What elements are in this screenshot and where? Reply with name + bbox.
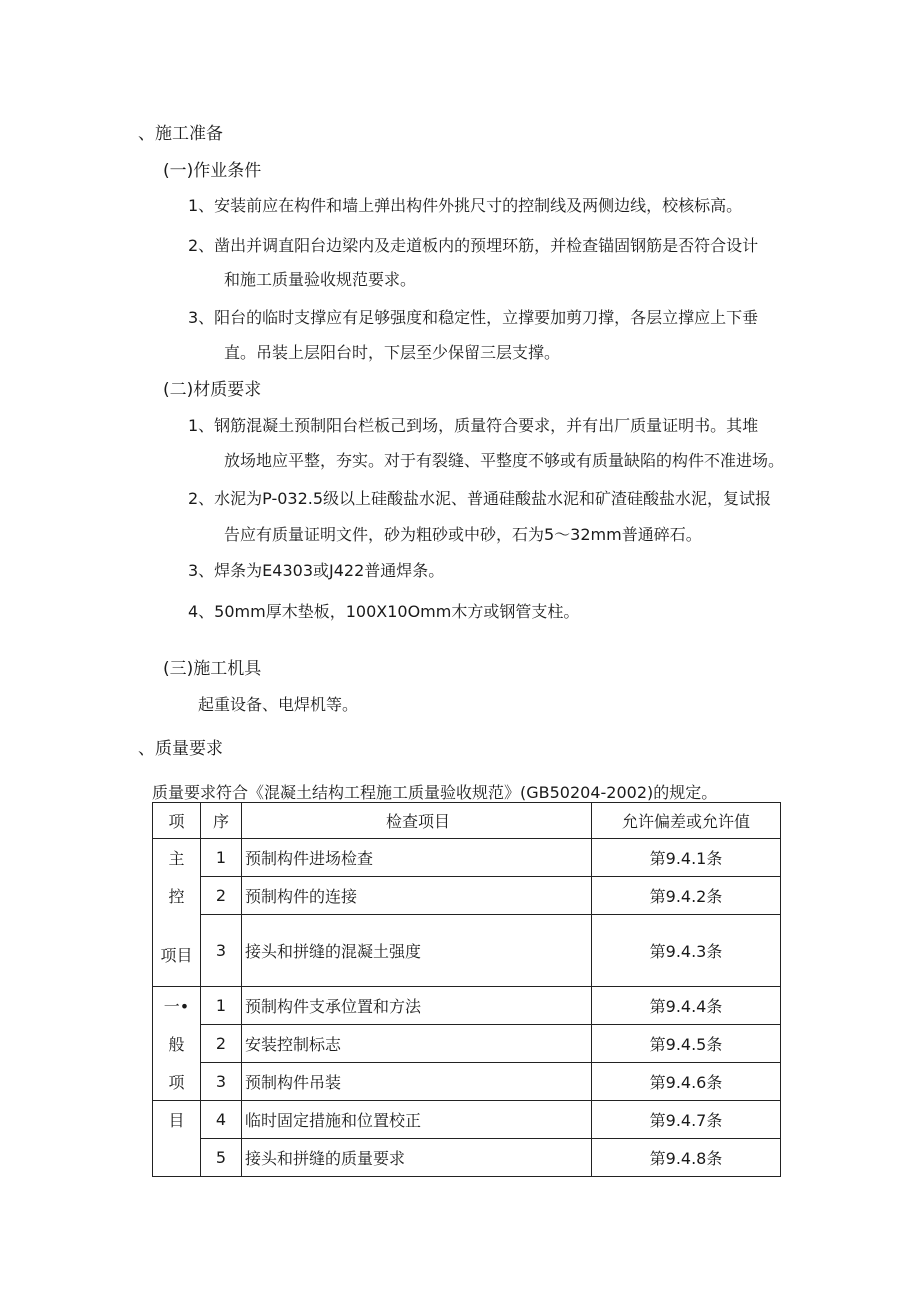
row-no: 3 (201, 915, 242, 987)
row-item: 预制构件进场检查 (242, 839, 592, 877)
row-value: 第9.4.5条 (592, 1025, 781, 1063)
row-value: 第9.4.1条 (592, 839, 781, 877)
table-row (153, 1139, 781, 1177)
row-item: 安装控制标志 (242, 1025, 592, 1063)
group-general-char: 一• (153, 987, 201, 1025)
table-row (153, 839, 781, 877)
paragraph-line: 1、钢筋混凝土预制阳台栏板己到场，质量符合要求，并有出厂质量证明书。其堆 (188, 416, 759, 435)
group-general-char: 目 (153, 1101, 201, 1139)
row-no: 1 (201, 839, 242, 877)
group-main-char: 项目 (153, 915, 201, 987)
header-seq: 序 (201, 803, 242, 839)
header-check-item: 检查项目 (242, 803, 592, 839)
paragraph-line: 告应有质量证明文件，砂为粗砂或中砂，石为5～32mm普通碎石。 (224, 525, 702, 544)
row-item: 接头和拼缝的混凝土强度 (242, 915, 592, 987)
row-no: 5 (201, 1139, 242, 1177)
row-value: 第9.4.4条 (592, 987, 781, 1025)
table-row (153, 1025, 781, 1063)
paragraph-line: 放场地应平整，夯实。对于有裂缝、平整度不够或有质量缺陷的构件不准进场。 (224, 451, 785, 470)
subsection-title-materials: (二)材质要求 (163, 380, 262, 400)
row-no: 4 (201, 1101, 242, 1139)
paragraph-line: 直。吊装上层阳台时，下层至少保留三层支撑。 (224, 343, 561, 362)
group-main-char: 控 (153, 877, 201, 915)
paragraph-line: 3、焊条为E4303或J422普通焊条。 (188, 561, 445, 580)
table-row (153, 1063, 781, 1101)
table-row (153, 1101, 781, 1139)
section-title-preparation: 、施工准备 (138, 124, 223, 144)
paragraph-line: 2、凿出并调直阳台边梁内及走道板内的预埋环筋，并检查锚固钢筋是否符合设计 (188, 236, 759, 255)
table-row (153, 915, 781, 987)
paragraph-line: 2、水泥为P-032.5级以上硅酸盐水泥、普通硅酸盐水泥和矿渣硅酸盐水泥，复试报 (188, 489, 772, 508)
paragraph-line: 3、阳台的临时支撑应有足够强度和稳定性，立撑要加剪刀撑，各层立撑应上下垂 (188, 308, 759, 327)
row-value: 第9.4.6条 (592, 1063, 781, 1101)
subsection-title-tools: (三)施工机具 (163, 659, 262, 679)
header-tolerance: 允许偏差或允许值 (592, 803, 781, 839)
table-header-row (153, 803, 781, 839)
row-item: 预制构件吊装 (242, 1063, 592, 1101)
row-value: 第9.4.3条 (592, 915, 781, 987)
row-item: 预制构件支承位置和方法 (242, 987, 592, 1025)
quality-table (152, 802, 781, 1177)
row-item: 接头和拼缝的质量要求 (242, 1139, 592, 1177)
subsection-title-work-conditions: (一)作业条件 (163, 161, 262, 181)
table-row (153, 877, 781, 915)
row-item: 预制构件的连接 (242, 877, 592, 915)
section-title-quality: 、质量要求 (138, 739, 223, 759)
paragraph-line: 和施工质量验收规范要求。 (224, 270, 417, 289)
row-value: 第9.4.8条 (592, 1139, 781, 1177)
row-no: 3 (201, 1063, 242, 1101)
row-no: 1 (201, 987, 242, 1025)
group-general-blank (153, 1139, 201, 1177)
row-item: 临时固定措施和位置校正 (242, 1101, 592, 1139)
paragraph-line: 1、安装前应在构件和墙上弹出构件外挑尺寸的控制线及两侧边线，校核标高。 (188, 196, 743, 215)
header-category: 项 (153, 803, 201, 839)
row-value: 第9.4.2条 (592, 877, 781, 915)
paragraph-line: 起重设备、电焊机等。 (198, 695, 359, 714)
paragraph-line: 4、50mm厚木垫板，100X10Omm木方或钢管支柱。 (188, 602, 580, 621)
row-value: 第9.4.7条 (592, 1101, 781, 1139)
group-main-char: 主 (153, 839, 201, 877)
quality-intro: 质量要求符合《混凝土结构工程施工质量验收规范》(GB50204-2002)的规定。 (152, 783, 718, 802)
row-no: 2 (201, 1025, 242, 1063)
table-row (153, 987, 781, 1025)
row-no: 2 (201, 877, 242, 915)
group-general-char: 般 (153, 1025, 201, 1063)
group-general-char: 项 (153, 1063, 201, 1101)
